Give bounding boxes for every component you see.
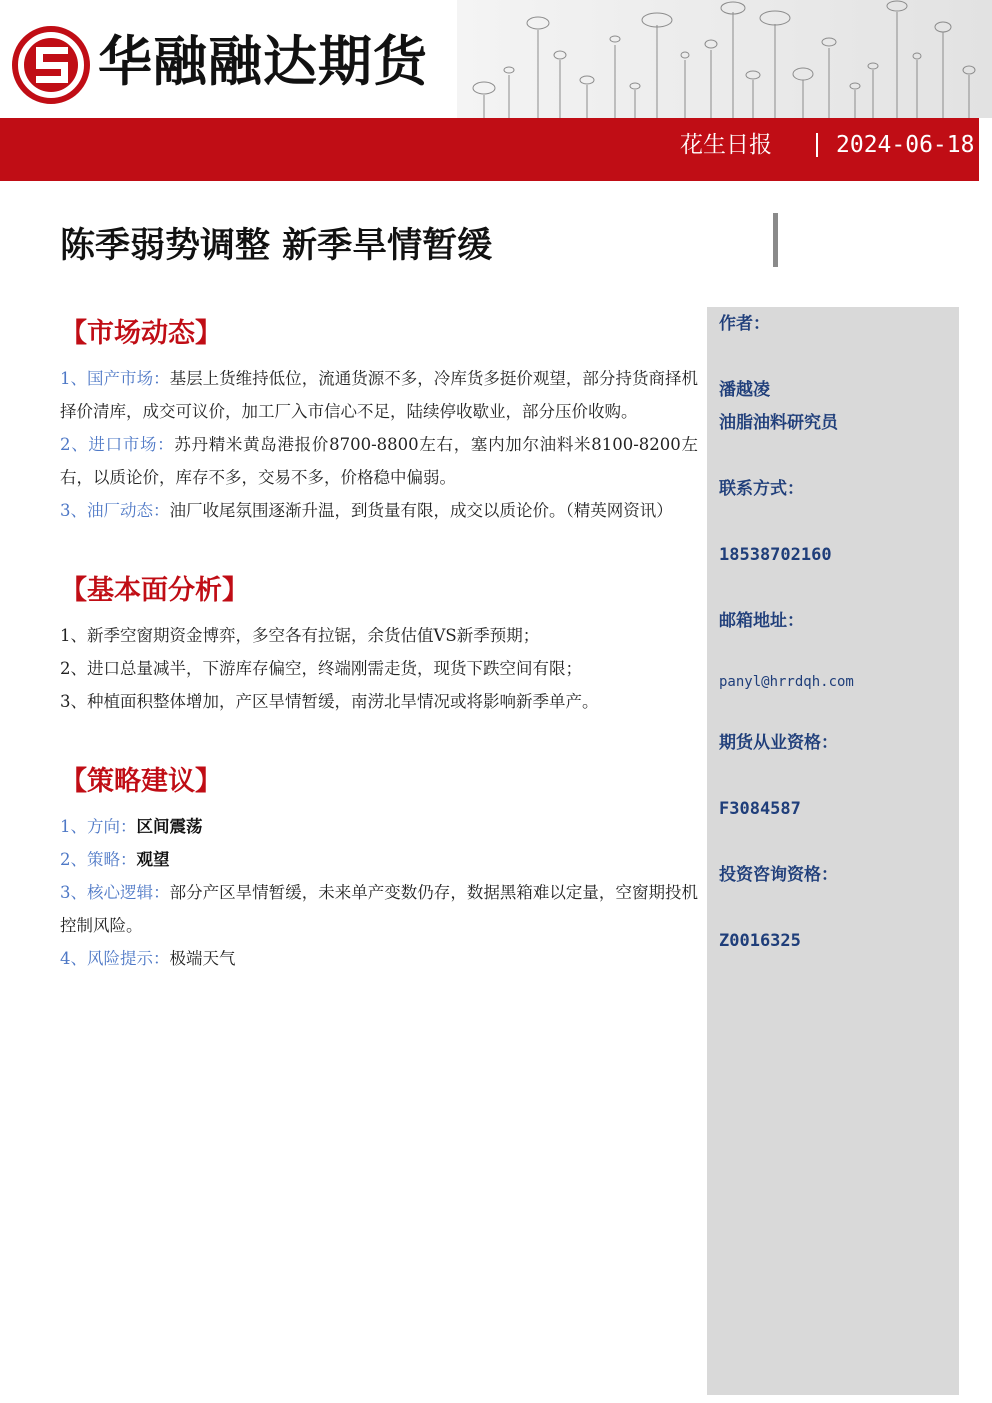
advisory-qualification-label: 投资咨询资格： [719, 865, 838, 885]
strategy-item [60, 843, 698, 876]
market-item-label: 3、油厂动态： [60, 501, 170, 520]
banner-divider [816, 133, 818, 157]
title-accent-bar [773, 213, 778, 267]
report-name: 花生日报 [680, 132, 772, 158]
header-decoration [457, 0, 992, 118]
strategy-item-text: 区间震荡 [136, 817, 203, 836]
futures-qualification-number: F3084587 [719, 799, 801, 819]
strategy-item-text: 极端天气 [169, 949, 236, 968]
strategy-item [60, 876, 698, 942]
market-item-text: 油厂收尾氛围逐渐升温，到货量有限，成交以质论价。（精英网资讯） [169, 501, 673, 520]
strategy-item-label: 2、策略： [60, 850, 137, 869]
strategy-item-label: 4、风险提示： [60, 949, 170, 968]
author-label: 作者： [719, 314, 770, 334]
fundamental-heading: 【基本面分析】 [60, 575, 249, 606]
report-date: 2024-06-18 [836, 132, 975, 158]
advisory-qualification-number: Z0016325 [719, 931, 801, 951]
futures-qualification-label: 期货从业资格： [719, 733, 838, 753]
contact-label: 联系方式： [719, 479, 804, 499]
market-section [60, 312, 698, 527]
fundamental-item: 1、新季空窗期资金博弈，多空各有拉锯，余货估值VS新季预期； [60, 626, 540, 645]
author-name: 潘越凌 [719, 380, 770, 400]
fundamental-item: 3、种植面积整体增加，产区旱情暂缓，南涝北旱情况或将影响新季单产。 [60, 692, 599, 711]
strategy-item-label: 1、方向： [60, 817, 137, 836]
author-title: 油脂油料研究员 [719, 413, 838, 433]
report-header [0, 0, 992, 118]
email-address[interactable]: panyl@hrrdqh.com [719, 674, 854, 690]
strategy-item [60, 942, 698, 975]
market-item [60, 362, 698, 428]
strategy-heading: 【策略建议】 [60, 766, 222, 797]
market-item-text: 基层上货维持低位，流通货源不多，冷库货多挺价观望，部分持货商择机择价清库，成交可议价，加工厂入市信心不足，陆续停收歇业，部分压价收购。 [60, 369, 699, 421]
strategy-item-label: 3、核心逻辑： [60, 883, 170, 902]
report-banner [0, 118, 979, 181]
brand-name: 华融融达期货 [98, 30, 428, 93]
strategy-section [60, 760, 698, 975]
market-item [60, 428, 698, 494]
report-title: 陈季弱势调整 新季旱情暂缓 [60, 226, 493, 266]
company-logo-icon [12, 26, 90, 104]
market-heading: 【市场动态】 [60, 318, 222, 349]
market-item-text: 苏丹精米黄岛港报价8700-8800左右，塞内加尔油料米8100-8200左右，以质论价，库存不多，交易不多，价格稳中偏弱。 [60, 435, 698, 487]
market-item [60, 494, 698, 527]
fundamental-item: 2、进口总量减半，下游库存偏空，终端刚需走货，现货下跌空间有限； [60, 659, 582, 678]
author-sidebar [707, 307, 959, 1395]
fundamental-section [60, 569, 698, 718]
market-item-label: 2、进口市场： [60, 435, 175, 454]
email-label: 邮箱地址： [719, 611, 804, 631]
report-body [60, 312, 698, 975]
strategy-item-text: 部分产区旱情暂缓，未来单产变数仍存，数据黑箱难以定量，空窗期投机控制风险。 [60, 883, 699, 935]
strategy-item [60, 810, 698, 843]
market-item-label: 1、国产市场： [60, 369, 170, 388]
strategy-item-text: 观望 [136, 850, 170, 869]
phone-number: 18538702160 [719, 545, 832, 565]
